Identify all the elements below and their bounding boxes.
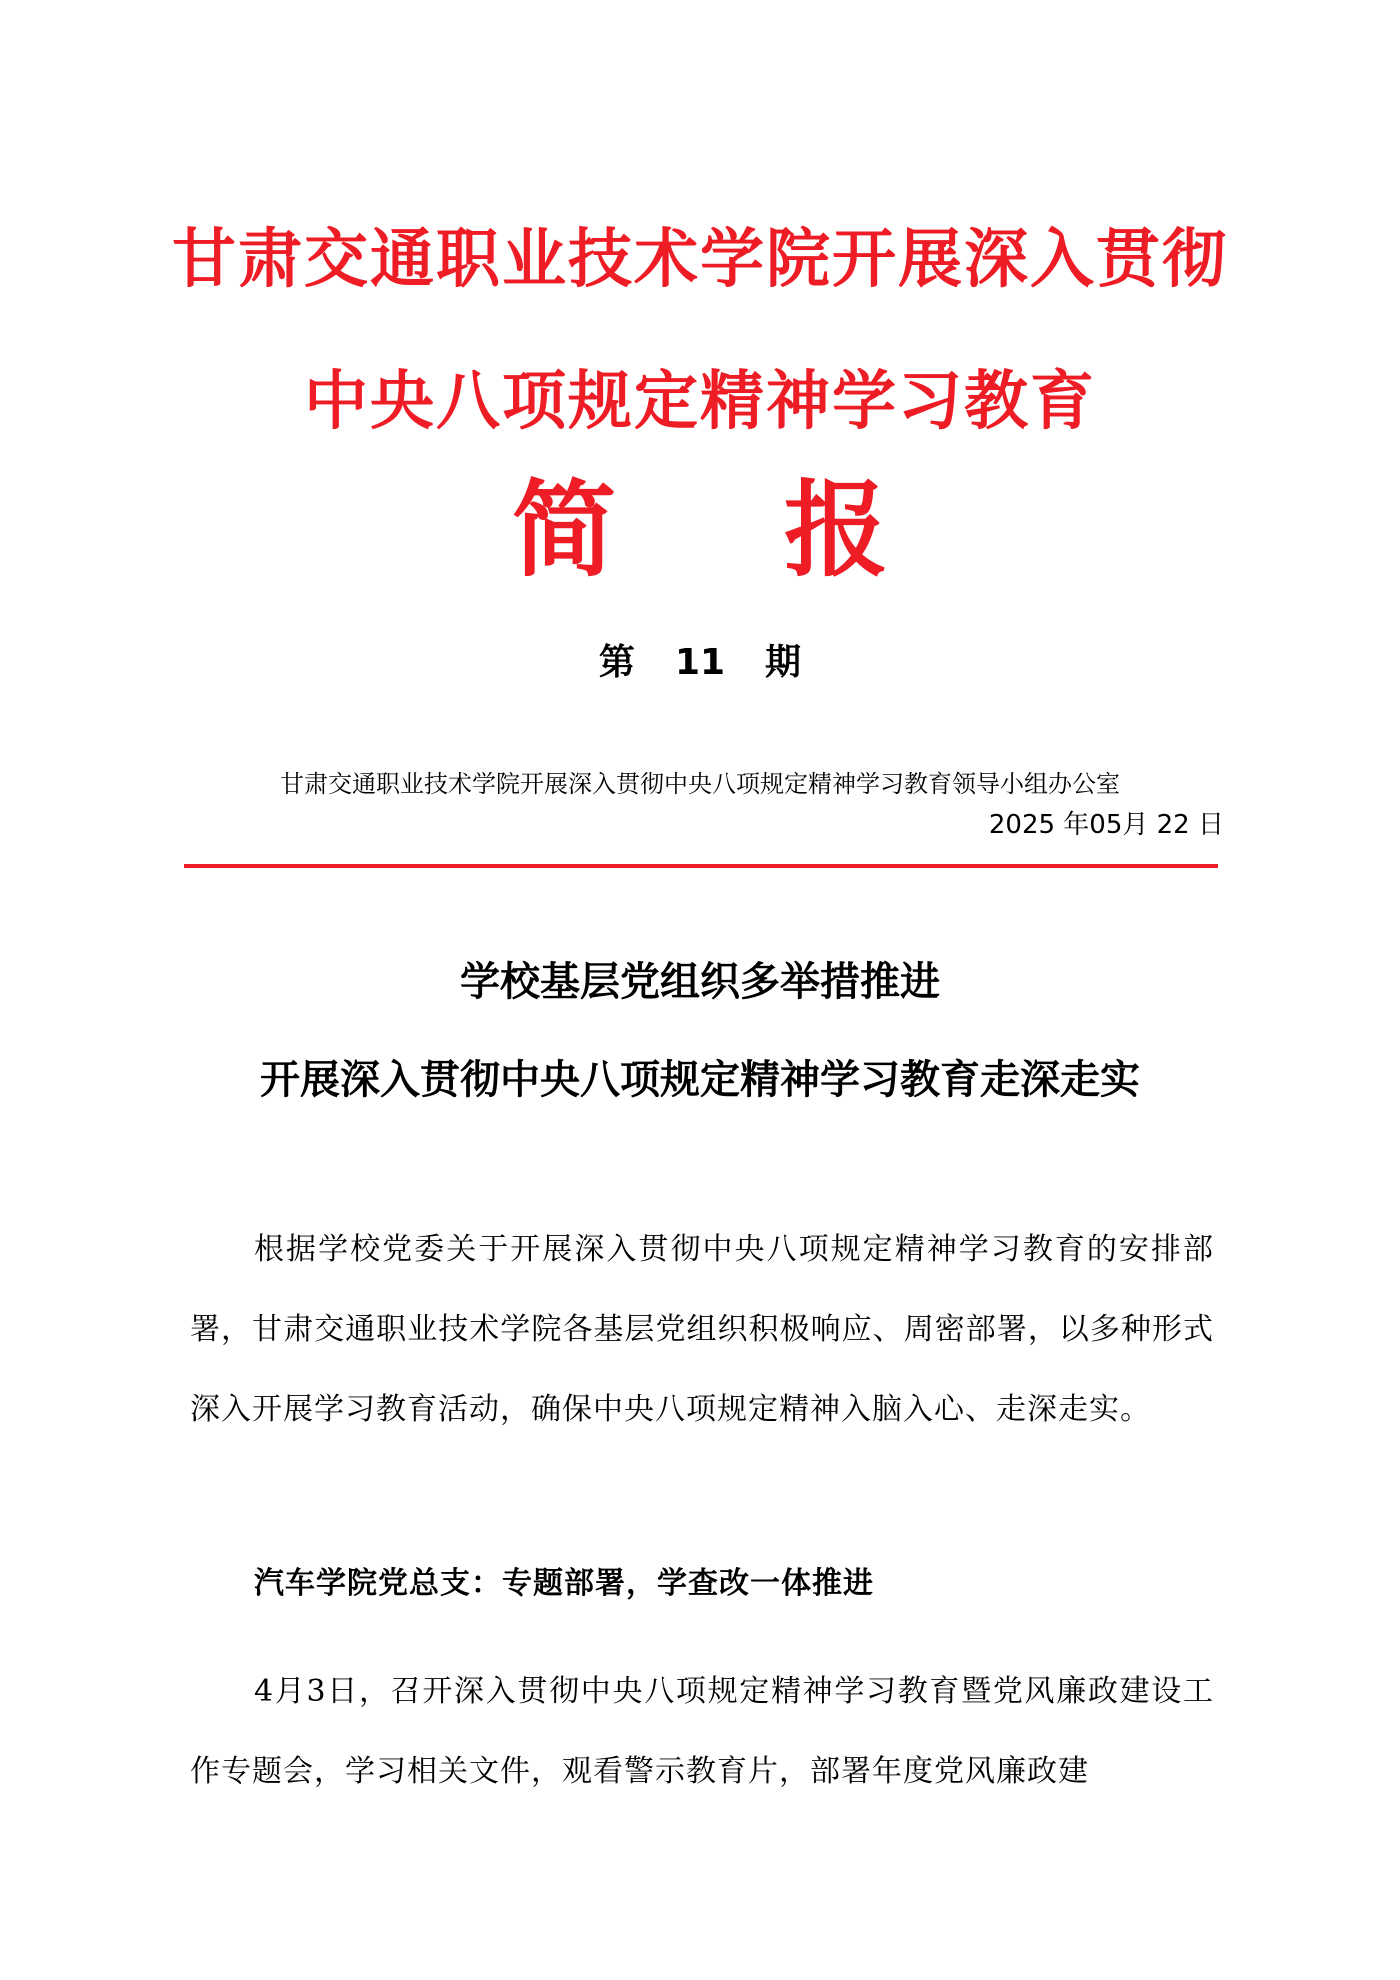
section-heading-automotive-college: 汽车学院党总支：专题部署，学查改一体推进	[254, 1566, 874, 1601]
section-body-paragraph: 4月3日，召开深入贯彻中央八项规定精神学习教育暨党风廉政建设工作专题会，学习相关文件，观看警示教育片，部署年度党风廉政建	[190, 1674, 1214, 1789]
brief-char-2: 报	[784, 469, 889, 591]
issue-date: 2025 年05月 22 日	[988, 810, 1224, 840]
masthead-title-line-1: 甘肃交通职业技术学院开展深入贯彻	[172, 223, 1228, 297]
article-title-line-1: 学校基层党组织多举措推进	[460, 959, 940, 1005]
issue-prefix: 第	[598, 642, 635, 683]
masthead-title-line-2: 中央八项规定精神学习教育	[304, 365, 1096, 439]
article-title-line-2: 开展深入贯彻中央八项规定精神学习教育走深走实	[260, 1057, 1140, 1103]
red-divider	[184, 864, 1218, 868]
issue-suffix: 期	[765, 642, 802, 683]
intro-paragraph: 根据学校党委关于开展深入贯彻中央八项规定精神学习教育的安排部署，甘肃交通职业技术学院各基层党组织积极响应、周密部署，以多种形式深入开展学习教育活动，确保中央八项规定精神入脑入心、走深走实。	[190, 1232, 1214, 1427]
brief-char-1: 简	[511, 469, 616, 591]
issue-value: 11	[674, 642, 726, 683]
issuing-office: 甘肃交通职业技术学院开展深入贯彻中央八项规定精神学习教育领导小组办公室	[280, 770, 1120, 798]
masthead-brief	[0, 470, 1400, 590]
red-divider-line	[184, 864, 1218, 868]
issue-number	[0, 640, 1400, 686]
